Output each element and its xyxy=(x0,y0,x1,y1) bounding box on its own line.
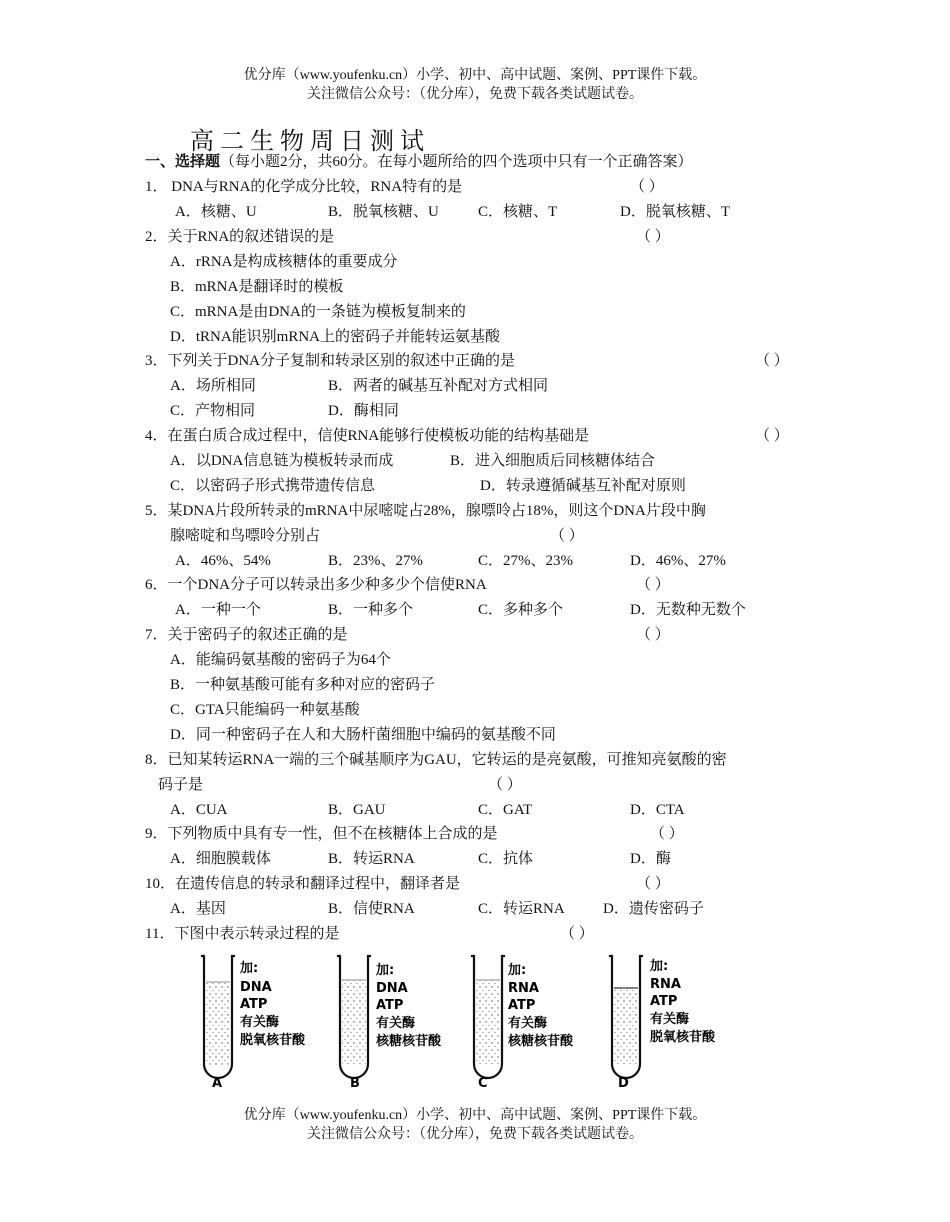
q4-option-d: D．转录遵循碱基互补配对原则 xyxy=(480,478,686,494)
q4-option-b: B．进入细胞质后同核糖体结合 xyxy=(450,453,656,469)
tube-c xyxy=(472,955,574,1091)
q2-stem: 2．关于RNA的叙述错误的是 xyxy=(145,229,335,245)
tube-d xyxy=(610,955,716,1091)
q1-stem: 1． DNA与RNA的化学成分比较，RNA特有的是 xyxy=(145,179,463,195)
tube-a-item-4: 脱氧核苷酸 xyxy=(240,1033,306,1048)
q3-option-c: C．产物相同 xyxy=(170,403,256,419)
tube-d-item-3: 有关酶 xyxy=(650,1012,690,1027)
q8-answer-paren: （ ） xyxy=(488,777,522,793)
q8-option-c: C．GAT xyxy=(478,802,533,818)
q5-option-b: B．23%、27% xyxy=(328,553,423,569)
q6-answer-paren: （ ） xyxy=(636,577,670,593)
q10-option-c: C．转运RNA xyxy=(478,901,565,917)
q9-stem: 9．下列物质中具有专一性，但不在核糖体上合成的是 xyxy=(145,826,498,842)
q8-stem: 8．已知某转运RNA一端的三个碱基顺序为GAU，它转运的是亮氨酸，可推知亮氨酸的密 xyxy=(145,752,727,768)
q7-option-d: D．同一种密码子在人和大肠杆菌细胞中编码的氨基酸不同 xyxy=(170,727,556,743)
header-line-2: 关注微信公众号：（优分库），免费下载各类试题试卷。 xyxy=(307,87,643,102)
tube-c-add: 加: xyxy=(508,963,527,978)
tube-b-item-2: ATP xyxy=(376,998,404,1013)
tube-b xyxy=(338,955,442,1091)
tube-a-label: A xyxy=(212,1076,223,1091)
tube-a xyxy=(202,955,306,1091)
q3-option-b: B．两者的碱基互补配对方式相同 xyxy=(328,378,549,394)
q2-option-c: C．mRNA是由DNA的一条链为模板复制来的 xyxy=(170,304,466,320)
tube-d-item-2: ATP xyxy=(650,994,678,1009)
section-note: （每小题2分，共60分。在每小题所给的四个选项中只有一个正确答案） xyxy=(220,154,693,170)
q9-answer-paren: （ ） xyxy=(650,826,684,842)
q10-option-d: D．遗传密码子 xyxy=(603,901,704,917)
tube-c-liquid xyxy=(476,980,500,1064)
q1-answer-paren: （ ） xyxy=(630,179,664,195)
q10-stem: 10．在遗传信息的转录和翻译过程中，翻译者是 xyxy=(145,876,461,892)
tube-d-add: 加: xyxy=(650,959,669,974)
q5-answer-paren: （ ） xyxy=(550,528,584,544)
tube-b-label: B xyxy=(350,1076,360,1091)
q6-option-d: D．无数种无数个 xyxy=(630,602,746,618)
q6-option-b: B．一种多个 xyxy=(328,602,414,618)
tube-b-add: 加: xyxy=(376,963,395,978)
tube-a-item-1: DNA xyxy=(240,980,272,995)
tube-c-item-3: 有关酶 xyxy=(508,1016,548,1031)
q2-option-d: D．tRNA能识别mRNA上的密码子并能转运氨基酸 xyxy=(170,329,501,345)
tube-d-item-4: 脱氧核苷酸 xyxy=(650,1030,716,1045)
tube-c-item-4: 核糖核苷酸 xyxy=(508,1034,574,1049)
q8-option-d: D．CTA xyxy=(630,802,685,818)
q4-answer-paren: （ ） xyxy=(755,428,789,444)
q2-option-a: A．rRNA是构成核糖体的重要成分 xyxy=(170,254,398,270)
footer-line-1: 优分库（www.youfenku.cn）小学、初中、高中试题、案例、PPT课件下载。 xyxy=(243,1108,707,1123)
q6-stem: 6．一个DNA分子可以转录出多少种多少个信使RNA xyxy=(145,577,487,593)
q4-option-c: C．以密码子形式携带遗传信息 xyxy=(170,478,376,494)
tube-a-add: 加: xyxy=(240,961,259,976)
tube-a-item-3: 有关酶 xyxy=(240,1015,280,1030)
q8-stem-cont: 码子是 xyxy=(158,777,204,793)
q1-option-a: A．核糖、U xyxy=(175,204,257,220)
q11-answer-paren: （ ） xyxy=(560,926,594,942)
q10-answer-paren: （ ） xyxy=(636,876,670,892)
q5-stem-cont: 腺嘧啶和鸟嘌呤分别占 xyxy=(170,528,321,544)
tube-a-item-2: ATP xyxy=(240,997,268,1012)
q3-option-a: A．场所相同 xyxy=(170,378,256,394)
tube-c-item-1: RNA xyxy=(508,981,539,996)
q6-option-a: A．一种一个 xyxy=(175,602,261,618)
tube-a-liquid xyxy=(206,982,230,1066)
tube-c-label: C xyxy=(478,1076,488,1091)
tube-b-liquid xyxy=(342,980,366,1064)
q2-answer-paren: （ ） xyxy=(636,229,670,245)
q7-option-b: B．一种氨基酸可能有多种对应的密码子 xyxy=(170,677,436,693)
footer-line-2: 关注微信公众号：（优分库），免费下载各类试题试卷。 xyxy=(307,1127,643,1142)
q8-option-b: B．GAU xyxy=(328,802,386,818)
q1-option-b: B．脱氧核糖、U xyxy=(328,204,439,220)
q7-option-a: A．能编码氨基酸的密码子为64个 xyxy=(170,652,391,668)
q10-option-b: B．信使RNA xyxy=(328,901,415,917)
q9-option-d: D．酶 xyxy=(630,851,671,867)
q3-answer-paren: （ ） xyxy=(755,353,789,369)
tube-b-item-1: DNA xyxy=(376,981,408,996)
q10-option-a: A．基因 xyxy=(170,901,226,917)
q8-option-a: A．CUA xyxy=(170,802,228,818)
section-heading xyxy=(145,152,693,172)
tube-d-liquid xyxy=(614,988,638,1064)
tube-d-label: D xyxy=(618,1076,629,1091)
test-tubes-figure xyxy=(190,950,750,1092)
q4-stem: 4．在蛋白质合成过程中，信使RNA能够行使模板功能的结构基础是 xyxy=(145,428,590,444)
header-line-1: 优分库（www.youfenku.cn）小学、初中、高中试题、案例、PPT课件下载。 xyxy=(243,68,707,83)
q5-option-d: D．46%、27% xyxy=(630,553,726,569)
q5-option-a: A．46%、54% xyxy=(175,553,271,569)
q1-option-d: D．脱氧核糖、T xyxy=(620,204,730,220)
q9-option-a: A．细胞膜载体 xyxy=(170,851,271,867)
q3-stem: 3．下列关于DNA分子复制和转录区别的叙述中正确的是 xyxy=(145,353,515,369)
q2-option-b: B．mRNA是翻译时的模板 xyxy=(170,279,344,295)
page-title: 高二生物周日测试 xyxy=(190,129,430,155)
q3-option-d: D．酶相同 xyxy=(328,403,399,419)
q6-option-c: C．多种多个 xyxy=(478,602,564,618)
tube-c-item-2: ATP xyxy=(508,998,536,1013)
q11-stem: 11．下图中表示转录过程的是 xyxy=(145,926,340,942)
q5-option-c: C．27%、23% xyxy=(478,553,573,569)
q9-option-c: C．抗体 xyxy=(478,851,534,867)
q9-option-b: B．转运RNA xyxy=(328,851,415,867)
q7-answer-paren: （ ） xyxy=(636,627,670,643)
section-label: 一、选择题 xyxy=(145,154,221,170)
q7-stem: 7．关于密码子的叙述正确的是 xyxy=(145,627,348,643)
q5-stem: 5．某DNA片段所转录的mRNA中尿嘧啶占28%，腺嘌呤占18%，则这个DNA片段中胸 xyxy=(145,503,706,519)
q1-option-c: C．核糖、T xyxy=(478,204,558,220)
q7-option-c: C．GTA只能编码一种氨基酸 xyxy=(170,702,360,718)
tube-b-item-3: 有关酶 xyxy=(376,1016,416,1031)
tube-b-item-4: 核糖核苷酸 xyxy=(376,1034,442,1049)
tube-d-item-1: RNA xyxy=(650,977,681,992)
q4-option-a: A．以DNA信息链为模板转录而成 xyxy=(170,453,394,469)
